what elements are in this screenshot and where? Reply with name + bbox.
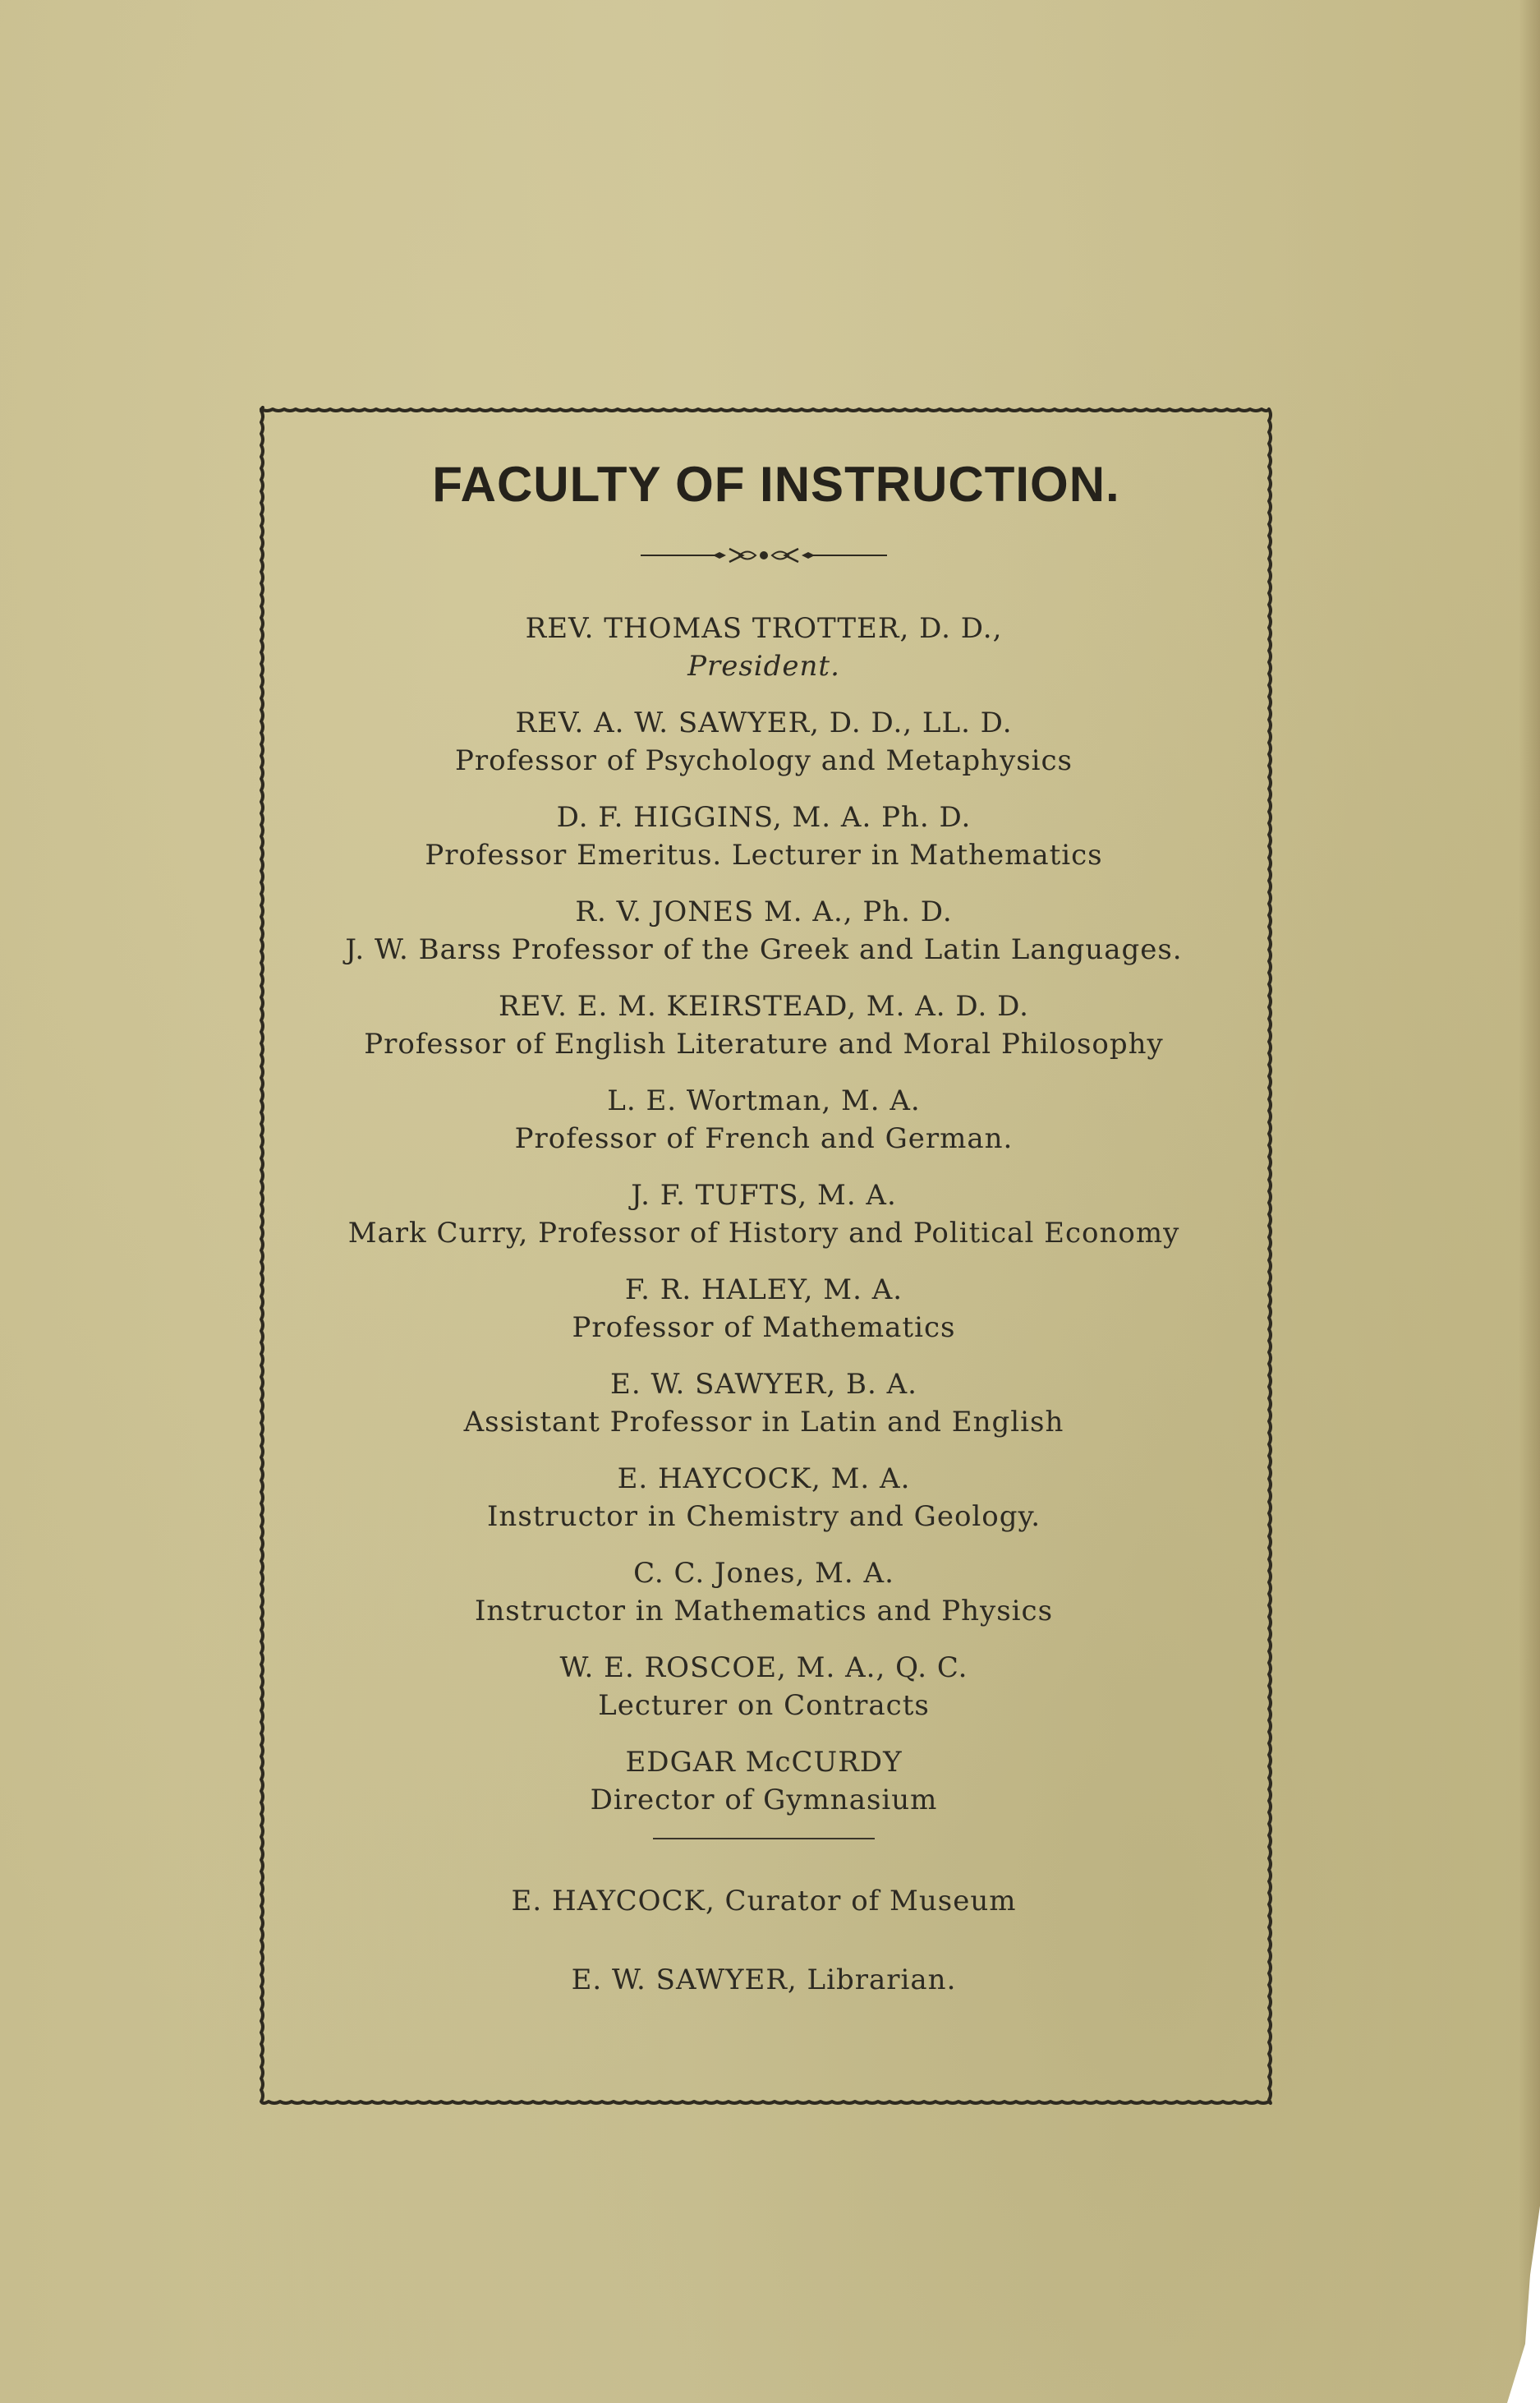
faculty-entry bbox=[263, 1649, 1265, 1724]
faculty-list-panel bbox=[263, 457, 1265, 2040]
officer-line: E. HAYCOCK, Curator of Museum bbox=[511, 1885, 1017, 1917]
faculty-name: J. F. TUFTS, M. A. bbox=[631, 1179, 897, 1212]
faculty-role: Professor Emeritus. Lecturer in Mathematics bbox=[425, 839, 1103, 872]
faculty-name: D. F. HIGGINS, M. A. Ph. D. bbox=[556, 801, 972, 834]
faculty-entry bbox=[263, 610, 1265, 685]
faculty-role: Professor of French and German. bbox=[514, 1122, 1014, 1155]
faculty-name: W. E. ROSCOE, M. A., Q. C. bbox=[559, 1651, 968, 1684]
faculty-role: J. W. Barss Professor of the Greek and Latin Languages. bbox=[345, 933, 1183, 966]
faculty-name: EDGAR McCURDY bbox=[625, 1746, 903, 1779]
faculty-name: C. C. Jones, M. A. bbox=[633, 1557, 894, 1590]
faculty-role: Lecturer on Contracts bbox=[598, 1689, 930, 1722]
page-title: FACULTY OF INSTRUCTION. bbox=[432, 457, 1120, 512]
faculty-entry bbox=[263, 1460, 1265, 1535]
faculty-entry bbox=[263, 704, 1265, 780]
faculty-role: Professor of Psychology and Metaphysics bbox=[454, 744, 1073, 777]
faculty-entry bbox=[263, 1271, 1265, 1347]
faculty-role: Instructor in Mathematics and Physics bbox=[474, 1595, 1054, 1627]
faculty-entry bbox=[263, 799, 1265, 874]
faculty-name: REV. E. M. KEIRSTEAD, M. A. D. D. bbox=[499, 990, 1029, 1023]
faculty-role: Professor of English Literature and Moral Philosophy bbox=[364, 1028, 1164, 1061]
faculty-entry bbox=[263, 1176, 1265, 1252]
faculty-name: E. HAYCOCK, M. A. bbox=[617, 1462, 911, 1495]
faculty-entry bbox=[263, 1743, 1265, 1819]
faculty-role: Instructor in Chemistry and Geology. bbox=[486, 1500, 1041, 1533]
page-edge-shadow bbox=[1519, 0, 1540, 2403]
section-divider bbox=[653, 1838, 875, 1839]
faculty-role: Mark Curry, Professor of History and Political Economy bbox=[347, 1217, 1180, 1250]
faculty-entry bbox=[263, 1554, 1265, 1630]
faculty-name: L. E. Wortman, M. A. bbox=[607, 1084, 921, 1117]
faculty-role: Professor of Mathematics bbox=[572, 1311, 956, 1344]
officer-line: E. W. SAWYER, Librarian. bbox=[571, 1963, 957, 1996]
faculty-entries bbox=[263, 610, 1265, 1819]
faculty-entry bbox=[263, 893, 1265, 969]
faculty-name: R. V. JONES M. A., Ph. D. bbox=[575, 895, 953, 928]
faculty-role: Assistant Professor in Latin and English bbox=[463, 1406, 1064, 1439]
faculty-entry bbox=[263, 1082, 1265, 1158]
faculty-name: REV. THOMAS TROTTER, D. D., bbox=[525, 612, 1003, 645]
faculty-name: F. R. HALEY, M. A. bbox=[624, 1273, 903, 1306]
faculty-role: Director of Gymnasium bbox=[590, 1784, 938, 1816]
decorative-ornament-icon bbox=[263, 546, 1265, 565]
faculty-role: President. bbox=[687, 650, 840, 683]
faculty-entry bbox=[263, 1365, 1265, 1441]
faculty-entry bbox=[263, 987, 1265, 1063]
faculty-name: REV. A. W. SAWYER, D. D., LL. D. bbox=[515, 707, 1013, 739]
faculty-name: E. W. SAWYER, B. A. bbox=[610, 1368, 917, 1401]
